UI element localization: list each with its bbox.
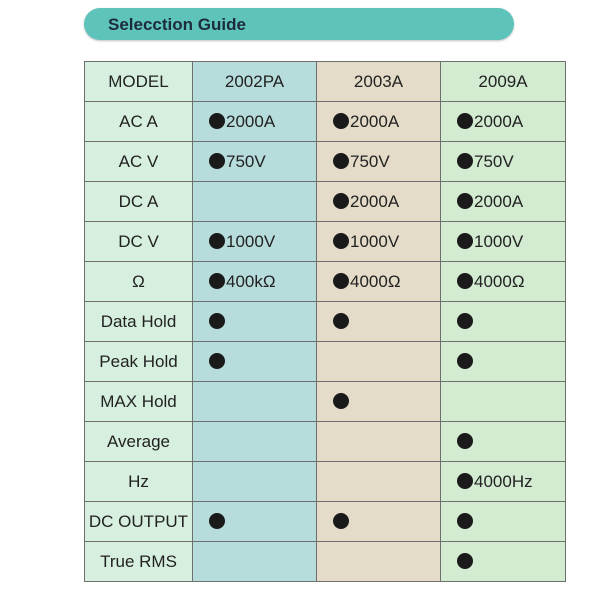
feature-value: 750V [350, 151, 390, 171]
feature-cell [317, 502, 441, 542]
supported-dot-icon [333, 313, 349, 329]
feature-cell [317, 222, 441, 262]
supported-dot-icon [457, 273, 473, 289]
feature-label: True RMS [85, 542, 193, 582]
feature-cell [193, 302, 317, 342]
model-2009a-header: 2009A [441, 62, 566, 102]
feature-value: 4000Ω [474, 271, 525, 291]
supported-dot-icon [209, 153, 225, 169]
feature-value: 1000V [350, 231, 400, 251]
feature-label: MAX Hold [85, 382, 193, 422]
table-row [85, 102, 566, 142]
supported-dot-icon [457, 553, 473, 569]
feature-cell [317, 182, 441, 222]
page-title: Selecction Guide [108, 15, 246, 34]
feature-cell [193, 102, 317, 142]
supported-dot-icon [333, 233, 349, 249]
section-header [84, 8, 514, 40]
supported-dot-icon [333, 113, 349, 129]
supported-dot-icon [209, 233, 225, 249]
supported-dot-icon [333, 153, 349, 169]
table-row [85, 342, 566, 382]
feature-cell [193, 502, 317, 542]
feature-label: AC V [85, 142, 193, 182]
feature-value: 2000A [474, 191, 524, 211]
feature-cell [193, 142, 317, 182]
table-row [85, 382, 566, 422]
feature-value: 750V [474, 151, 514, 171]
supported-dot-icon [333, 193, 349, 209]
feature-cell [441, 262, 566, 302]
feature-value: 4000Ω [350, 271, 401, 291]
feature-cell [193, 382, 317, 422]
feature-cell [441, 302, 566, 342]
supported-dot-icon [457, 313, 473, 329]
feature-cell [441, 502, 566, 542]
table-row [85, 222, 566, 262]
feature-cell [441, 142, 566, 182]
model-header-cell: MODEL [85, 62, 193, 102]
feature-value: 2000A [226, 111, 276, 131]
feature-cell [193, 462, 317, 502]
selection-guide-table [84, 61, 566, 582]
feature-label: Hz [85, 462, 193, 502]
feature-cell [317, 142, 441, 182]
table-row [85, 462, 566, 502]
feature-value: 2000A [350, 191, 400, 211]
model-2002pa-header: 2002PA [193, 62, 317, 102]
supported-dot-icon [457, 513, 473, 529]
feature-cell [193, 422, 317, 462]
supported-dot-icon [457, 113, 473, 129]
feature-cell [193, 222, 317, 262]
feature-cell [441, 462, 566, 502]
supported-dot-icon [457, 353, 473, 369]
feature-value: 1000V [474, 231, 524, 251]
feature-cell [317, 542, 441, 582]
feature-value: 2000A [474, 111, 524, 131]
feature-cell [317, 302, 441, 342]
feature-label: Average [85, 422, 193, 462]
feature-cell [317, 102, 441, 142]
table-row [85, 262, 566, 302]
feature-cell [441, 102, 566, 142]
supported-dot-icon [457, 193, 473, 209]
supported-dot-icon [209, 273, 225, 289]
feature-label: Data Hold [85, 302, 193, 342]
feature-value: 4000Hz [474, 471, 533, 491]
feature-cell [317, 342, 441, 382]
table-row [85, 302, 566, 342]
feature-cell [441, 382, 566, 422]
supported-dot-icon [209, 513, 225, 529]
feature-cell [317, 262, 441, 302]
feature-cell [441, 542, 566, 582]
feature-label: Peak Hold [85, 342, 193, 382]
feature-cell [317, 382, 441, 422]
feature-value: 1000V [226, 231, 276, 251]
feature-cell [317, 462, 441, 502]
table-header-row [85, 62, 566, 102]
feature-cell [193, 342, 317, 382]
feature-cell [193, 542, 317, 582]
table-row [85, 182, 566, 222]
feature-cell [441, 182, 566, 222]
supported-dot-icon [457, 473, 473, 489]
table-row [85, 422, 566, 462]
feature-value: 2000A [350, 111, 400, 131]
supported-dot-icon [209, 313, 225, 329]
table-row [85, 502, 566, 542]
feature-value: 400kΩ [226, 271, 276, 291]
supported-dot-icon [209, 353, 225, 369]
feature-label: AC A [85, 102, 193, 142]
supported-dot-icon [333, 273, 349, 289]
supported-dot-icon [457, 233, 473, 249]
feature-cell [441, 342, 566, 382]
feature-label: DC A [85, 182, 193, 222]
feature-cell [441, 222, 566, 262]
feature-label: DC OUTPUT [85, 502, 193, 542]
feature-label: DC V [85, 222, 193, 262]
supported-dot-icon [457, 153, 473, 169]
supported-dot-icon [333, 393, 349, 409]
feature-label: Ω [85, 262, 193, 302]
table-row [85, 542, 566, 582]
feature-cell [193, 262, 317, 302]
supported-dot-icon [457, 433, 473, 449]
supported-dot-icon [209, 113, 225, 129]
feature-cell [193, 182, 317, 222]
supported-dot-icon [333, 513, 349, 529]
feature-value: 750V [226, 151, 266, 171]
model-2003a-header: 2003A [317, 62, 441, 102]
feature-cell [317, 422, 441, 462]
table-row [85, 142, 566, 182]
feature-cell [441, 422, 566, 462]
